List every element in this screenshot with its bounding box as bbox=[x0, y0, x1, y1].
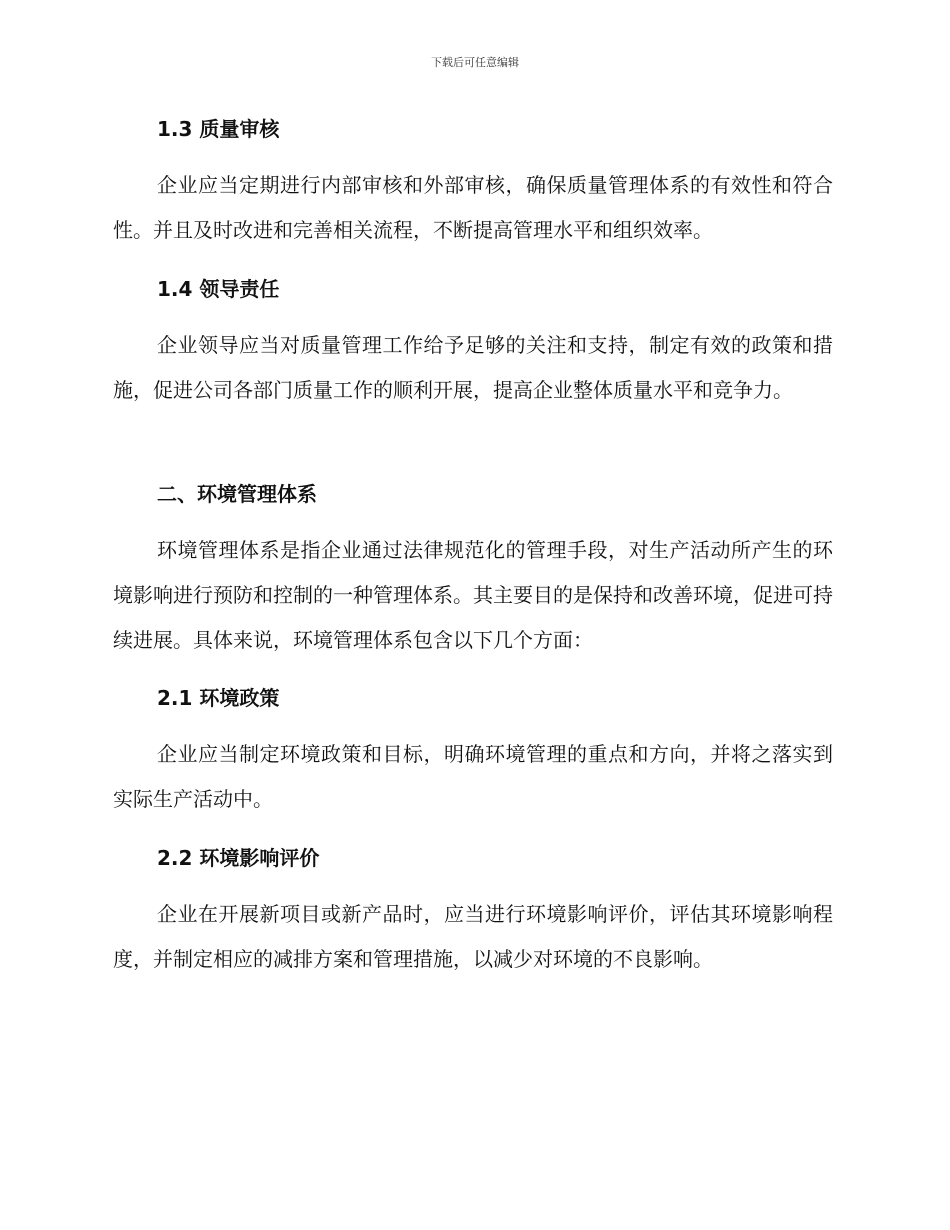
section-heading-2-2: 2.2 环境影响评价 bbox=[157, 846, 320, 870]
section-heading-2: 二、环境管理体系 bbox=[157, 482, 317, 506]
page-header: 下载后可任意编辑 bbox=[431, 56, 519, 69]
section-heading-1-4: 1.4 领导责任 bbox=[157, 277, 280, 301]
section-heading-2-1: 2.1 环境政策 bbox=[157, 686, 280, 710]
section-paragraph-2-1: 企业应当制定环境政策和目标，明确环境管理的重点和方向，并将之落实到实际生产活动中。 bbox=[113, 742, 833, 811]
section-paragraph-1-4: 企业领导应当对质量管理工作给予足够的关注和支持，制定有效的政策和措施，促进公司各部门质量工作的顺利开展，提高企业整体质量水平和竞争力。 bbox=[113, 333, 833, 402]
section-heading-1-3: 1.3 质量审核 bbox=[157, 117, 280, 141]
section-paragraph-2: 环境管理体系是指企业通过法律规范化的管理手段，对生产活动所产生的环境影响进行预防和控制的一种管理体系。其主要目的是保持和改善环境，促进可持续进展。具体来说，环境管理体系包含以下几个方面： bbox=[113, 538, 833, 652]
section-paragraph-2-2: 企业在开展新项目或新产品时，应当进行环境影响评价，评估其环境影响程度，并制定相应的减排方案和管理措施，以减少对环境的不良影响。 bbox=[113, 902, 833, 971]
section-paragraph-1-3: 企业应当定期进行内部审核和外部审核，确保质量管理体系的有效性和符合性。并且及时改进和完善相关流程，不断提高管理水平和组织效率。 bbox=[113, 173, 833, 242]
